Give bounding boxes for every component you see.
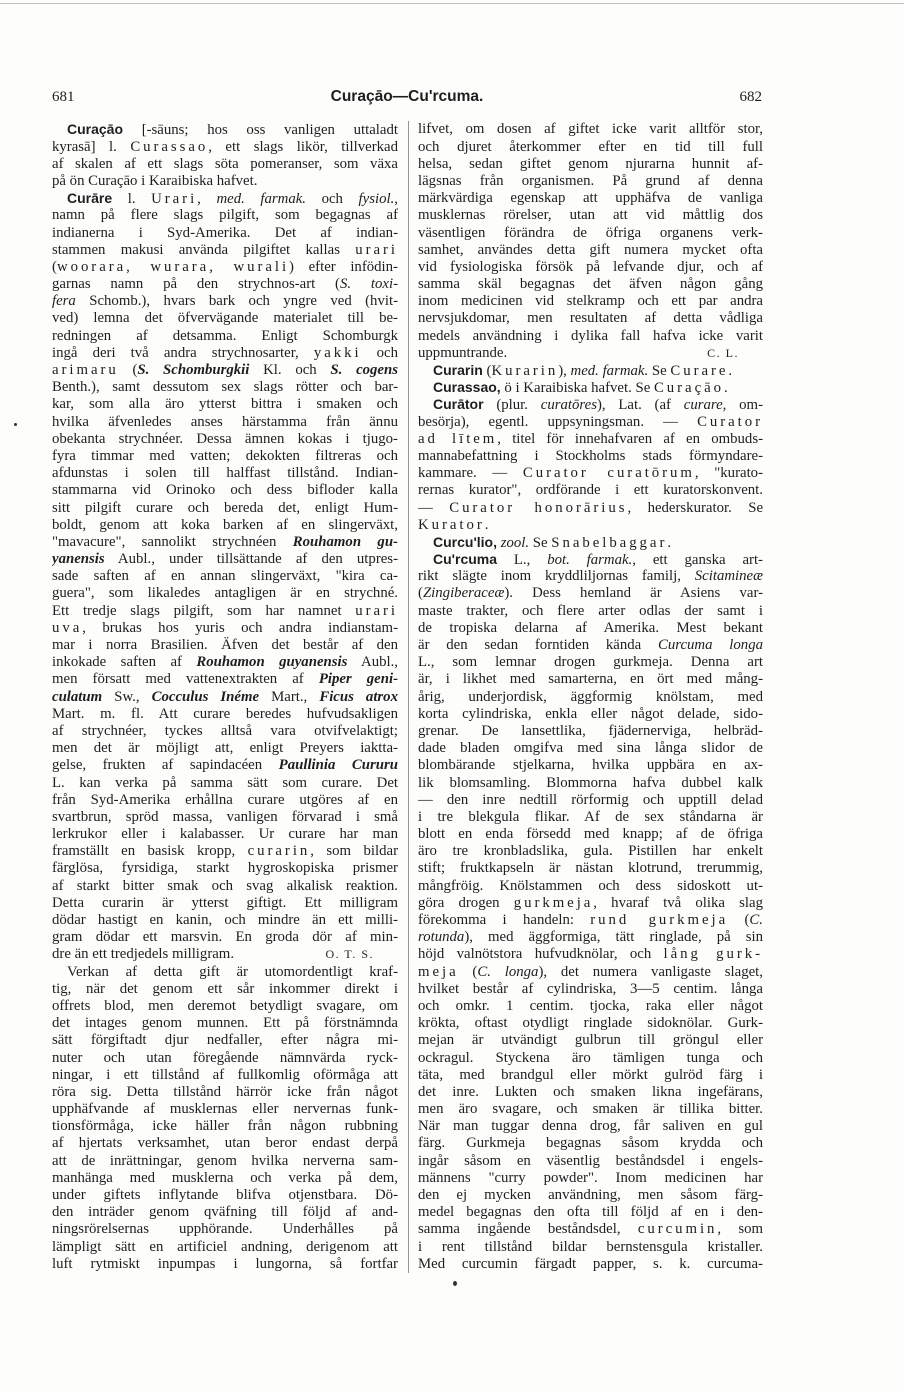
spaced-term: Curator honorārius	[449, 499, 628, 516]
scan-speck	[14, 423, 17, 426]
text-line: lägsnas från organismen. På grund af denna	[418, 172, 763, 189]
species-name: Piper geni-	[318, 671, 398, 688]
spaced-term: urari	[355, 602, 398, 619]
text-line: (woorara, wurara, wurali) efter infödin-	[52, 258, 398, 275]
italic-term: S. toxi-	[339, 276, 398, 293]
text-line: Curarin (Kurarin), med. farmak. Se Curare.	[433, 362, 733, 380]
text-line: dödar hastigt en kanin, och mindre än ett milli-	[52, 912, 398, 929]
text-line: stift; fruktkapseln är nästan klotrund, trerummig,	[418, 860, 763, 877]
column-rule	[408, 121, 409, 1273]
text-line: nuter och utan föregående nämnvärda ryck-	[52, 1049, 398, 1066]
text-line: hvilket består af cylindriska, 3—5 centim. långa	[418, 980, 763, 997]
text-line: afdunstas i solen till halffast tillstånd. Indian-	[52, 465, 398, 482]
text-line: (Zingiberaceæ). Dess hemland är Asiens var-	[418, 585, 763, 602]
italic-term: med. farmak.	[570, 363, 649, 380]
text-line: rikt slägte inom kryddliljornas familj, Scitamineæ	[418, 568, 763, 585]
spaced-term: Curassao	[130, 138, 209, 155]
text-line: täta, med brandgul eller mörkt gulröd färg i	[418, 1066, 763, 1083]
italic-term: C.	[749, 912, 763, 929]
text-line: att de inrättningar, genom hvilka nerverna sam-	[52, 1152, 398, 1169]
text-line: garnas namn på den strychnos-art (S. toxi-	[52, 276, 398, 293]
right-column	[418, 121, 763, 1273]
text-line: "mavacure", sannolikt strychnéen Rouhamon gu-	[52, 533, 398, 550]
text-line: obekanta strychnéer. Dessa ämnen kokas i tjugo-	[52, 430, 398, 447]
text-line: mångfröig. Knölstammen och dess sidoskott ut-	[418, 877, 763, 894]
spaced-term: ad lītem	[418, 430, 498, 447]
spaced-term: lång gurk-	[663, 946, 763, 963]
text-line: ningar, i ett tillstånd af fullkomlig oförmåga att	[52, 1066, 398, 1083]
text-line: guera", som likaledes antagligen är en strychné.	[52, 585, 398, 602]
text-line: tionsförmåga, icke häller från någon rubbning	[52, 1118, 398, 1135]
text-line: yanensis Aubl., under tillsättande af den utpres-	[52, 551, 398, 568]
text-line: nervsjukdomar, men resultaten af detta vådliga	[418, 310, 763, 327]
text-line: Curaçāo [-sāuns; hos oss vanligen uttaladt	[67, 121, 398, 139]
text-line: Curcu'lio, zool. Se Snabelbaggar.	[433, 533, 672, 551]
text-line: är den sedan forntiden kända Curcuma longa	[418, 637, 763, 654]
text-line: märkvärdiga egenskap att upphäfva de vanliga	[418, 190, 763, 207]
text-line: ningsrörelsernas upphörande. Underhålles på	[52, 1221, 398, 1238]
text-line: förekomma i handeln: rund gurkmeja (C.	[418, 912, 763, 929]
text-line: lik blomsamling. Blommorna hafva dubbel kalk	[418, 774, 763, 791]
scan-mark	[453, 1281, 457, 1286]
headword: Curcu'lio,	[433, 533, 497, 550]
left-column	[52, 121, 398, 1273]
text-line: Mart. m. fl. Att curare beredes hufvudsakligen	[52, 705, 398, 722]
text-line: Cu'rcuma L., bot. farmak., ett ganska art-	[433, 551, 763, 569]
text-line: stammarna vid Orinoko och dess bifloder kalla	[52, 482, 398, 499]
text-line: höjd valnötstora hufvudknölar, och lång gurk-	[418, 946, 763, 963]
text-line: fera Schomb.), hvars bark och yngre ved (hvit-	[52, 293, 398, 310]
spaced-term: rund gurkmeja	[590, 912, 729, 929]
italic-term: Curcuma longa	[657, 637, 763, 654]
italic-term: Scitamineæ	[694, 568, 763, 585]
text-line	[52, 946, 398, 963]
spaced-term: gurkmeja	[513, 894, 594, 911]
text-line: — den inre nedtill rörformig och upptill delad	[418, 791, 763, 808]
text-line: namn på flere slags pilgift, som begagnas af	[52, 207, 398, 224]
running-title: Curaçāo—Cu'rcuma.	[330, 88, 484, 105]
spaced-term: arimaru	[52, 362, 119, 379]
italic-term: curare,	[683, 397, 727, 414]
spaced-term: Curator curatōrum	[522, 465, 695, 482]
headword: Curāre	[67, 190, 113, 207]
text-line: det inre. Lukten och smaken likna ingefärans,	[418, 1083, 763, 1100]
spaced-term: Kurator	[418, 516, 485, 533]
text-line: väsentligen förändra de öfriga organens verk-	[418, 224, 763, 241]
text-line: samma skäl begagnas det äfven någon gång	[418, 276, 763, 293]
text-line: luft rytmiskt inpumpas i lungorna, så fortfar	[52, 1255, 398, 1272]
text-line: samhet, användes detta gift numera mycket ofta	[418, 241, 763, 258]
species-name: Paullinia Cururu	[278, 757, 398, 774]
text-line: samma ingående beståndsdel, curcumin, som	[418, 1221, 763, 1238]
spaced-term: urari	[355, 241, 398, 258]
text-line: gelse, frukten af sapindacéen Paullinia Cururu	[52, 757, 398, 774]
text-line: sade saften af en annan slingerväxt, "kira ca-	[52, 568, 398, 585]
text-line: från Syd-Amerika erhållna curare utgöres af en	[52, 791, 398, 808]
text-line: äro tre kronbladslika, gula. Pistillen har enkelt	[418, 843, 763, 860]
text-line: uva, brukas hos yuris och andra indianstam-	[52, 619, 398, 636]
text-line: lifvet, om dosen af giftet icke varit alltför stor,	[418, 121, 763, 138]
text-line: manhänga med musklerna och verka på dem,	[52, 1169, 398, 1186]
text-line: färglösa, fyrsidiga, starkt hygroskopiska prismer	[52, 860, 398, 877]
text-line: af starkt bitter smak och svag alkalisk reaktion.	[52, 877, 398, 894]
text-line: mar i norra Brasilien. Äfven det består af den	[52, 637, 398, 654]
page-number-right: 682	[739, 89, 762, 105]
species-name: Rouhamon gu-	[292, 533, 398, 550]
text-line: på ön Curaçāo i Karaibiska hafvet.	[52, 172, 258, 189]
species-name: S. cogens	[330, 362, 398, 379]
text-line: men äro svagare, och smaken är tillika bitter.	[418, 1101, 763, 1118]
text-line: ockragul. Styckena äro tämligen tunga och	[418, 1049, 763, 1066]
text-line: offrets blod, men deremot betydligt svagare, om	[52, 997, 398, 1014]
text-line: arimaru (S. Schomburgkii Kl. och S. cogens	[52, 362, 398, 379]
text-line: under giftets inflytande blifva otjenstbara. Dö-	[52, 1187, 398, 1204]
text-line: rernas kurator", ordförande i ett kuratorskonvent.	[418, 482, 763, 499]
text-line: medels användning i dylika fall hafva icke varit	[418, 327, 763, 344]
text-line: årig, underjordisk, äggformig knölstam, med	[418, 688, 763, 705]
text-line: i rent tillstånd bildar bernstensgula kristaller.	[418, 1238, 763, 1255]
text-line: de tropiska delarna af Amerika. Mest bekant	[418, 619, 763, 636]
text-line: blombärande stjelkarna, hvilka uppbära en ax-	[418, 757, 763, 774]
text-line: men det är möjligt att, enligt Preyers iaktta-	[52, 740, 398, 757]
text-line: korta cylindriska, enkla eller något delade, sido-	[418, 705, 763, 722]
text-line: kammare. — Curator curatōrum, "kurato-	[418, 465, 763, 482]
text-line: Kurator.	[418, 516, 489, 533]
text-line: ingå deri två andra strychnosarter, yakki och	[52, 344, 398, 361]
text-line: och djuret återkommer efter en tid till full	[418, 138, 763, 155]
text-line: svartbrun, spröd massa, vanligen förvarad i små	[52, 808, 398, 825]
text-line: och omkr. 1 centim. tjocka, raka eller något	[418, 997, 763, 1014]
spaced-term: woorara, wurara, wurali	[56, 258, 290, 275]
italic-term: Zingiberaceæ	[422, 585, 505, 602]
text-line: helsa, sedan giftet genom njurarna hunnit af-	[418, 155, 763, 172]
text-line: inkokade saften af Rouhamon guyanensis Aubl.,	[52, 654, 398, 671]
spaced-term: Curaçāo	[653, 380, 724, 397]
text-line: Curāre l. Urari, med. farmak. och fysiol.,	[67, 190, 398, 208]
author-signature: O. T. S.	[325, 947, 374, 962]
text-line: den ej mycken användning, men såsom färg-	[418, 1187, 763, 1204]
text-line: ad lītem, titel för innehafvaren af en ombuds-	[418, 430, 763, 447]
text-line: boldt, genom att koka barken af en slingerväxt,	[52, 516, 398, 533]
spaced-term: Kurarin	[491, 363, 559, 380]
italic-term: bot. farmak.	[547, 552, 633, 569]
text-line: männens "curry powder". Inom medicinen har	[418, 1169, 763, 1186]
text-line: framställt en basisk kropp, curarin, som bildar	[52, 843, 398, 860]
text-line: dade bladen omgifva med sina långa slidor de	[418, 740, 763, 757]
spaced-term: curcumin	[637, 1221, 718, 1238]
text-line: Benth.), samt dessutom sex slags rötter och bar-	[52, 379, 398, 396]
text-line: af hjertats verksamhet, utan beror endast derpå	[52, 1135, 398, 1152]
text-line: lerkrukor eller i kalabasser. Ur curare har man	[52, 826, 398, 843]
text-line: stammen makusi använda pilgiftet kallas urari	[52, 241, 398, 258]
text-line: — Curator honorārius, hederskurator. Se	[418, 499, 763, 516]
species-name: Rouhamon guyanensis	[196, 654, 348, 671]
text-line: inom medicinen vid stelkramp och ett par andra	[418, 293, 763, 310]
spaced-term: uva	[52, 619, 83, 636]
spaced-term: Curator	[697, 413, 763, 430]
text-line: musklernas rörelser, utan att vid måttlig dos	[418, 207, 763, 224]
text-line: redningen af detsamma. Enligt Schomburgk	[52, 327, 398, 344]
page-header	[52, 88, 762, 106]
text-line: medel begagnas den ofta till följd af en i den-	[418, 1204, 763, 1221]
italic-term: med. farmak.	[216, 191, 306, 208]
headword: Cu'rcuma	[433, 551, 498, 568]
text-line: L. kan verka på samma sätt som curare. Det	[52, 774, 398, 791]
author-signature: C. L.	[707, 345, 739, 360]
text-line: göra drogen gurkmeja, hvaraf två olika slag	[418, 894, 763, 911]
text-line: Curassao, ö i Karaibiska hafvet. Se Curaçāo.	[433, 379, 728, 397]
spaced-term: Curare	[670, 363, 729, 380]
italic-term: fysiol.	[358, 191, 395, 208]
italic-term: fera	[52, 293, 76, 310]
text-line: kar, som alla äro ytterst bittra i smaken och	[52, 396, 398, 413]
spaced-term: curarin	[247, 843, 311, 860]
text-line: färg. Gurkmeja begagnas såsom krydda och	[418, 1135, 763, 1152]
text-line: Verkan af detta gift är utomordentligt kraf-	[67, 963, 398, 980]
text-line: fyra timmar med vatten; dekokten filtreras och	[52, 447, 398, 464]
species-name: yanensis	[52, 551, 105, 568]
text-line: mejan är utvändigt gulbrun till gröngul eller	[418, 1032, 763, 1049]
spaced-term: Urari	[151, 191, 198, 208]
text-line: L., som lemnar drogen gurkmeja. Denna art	[418, 654, 763, 671]
text-line: den inträder genom qväfning till följd af and-	[52, 1204, 398, 1221]
text-line: Med curcumin färgadt papper, s. k. curcuma-	[418, 1255, 763, 1272]
headword: Curassao,	[433, 379, 501, 396]
text-line: tig, när det genom ett sår inkommer direkt i	[52, 980, 398, 997]
text-line	[418, 345, 763, 362]
text-line: culatum Sw., Cocculus Inéme Mart., Ficus atrox	[52, 688, 398, 705]
page-number-left: 681	[52, 89, 75, 105]
headword: Curaçāo	[67, 121, 124, 138]
species-name: S. Schomburgkii	[137, 362, 250, 379]
headword: Curarin	[433, 362, 483, 379]
line-text: dre än ett tredjedels milligram.	[52, 946, 235, 963]
italic-term: C. longa	[477, 963, 539, 980]
text-line: röra sig. Detta tillstånd härrör icke från något	[52, 1083, 398, 1100]
text-line: är, i likhet med samarterna, en ört med mång-	[418, 671, 763, 688]
text-line: ingår såsom en väsentlig beståndsdel i engels-	[418, 1152, 763, 1169]
italic-term: zool.	[500, 534, 530, 551]
headword: Curātor	[433, 396, 484, 413]
text-line: af skalen af ett slags söta pomeranser, som växa	[52, 155, 398, 172]
text-line: i tre blekgula flikar. Af de sex ståndarna är	[418, 808, 763, 825]
italic-term: rotunda	[418, 929, 465, 946]
text-line: ved) lemna det öfvervägande materialet till be-	[52, 310, 398, 327]
species-name: Cocculus Inéme	[151, 688, 260, 705]
text-line: grenar. De lansettlika, fjädernerviga, helbräd-	[418, 722, 763, 739]
text-line: lämpligt sätt en artificiel andning, derigenom att	[52, 1238, 398, 1255]
text-line: maste trakter, och flere arter odlas der samt i	[418, 602, 763, 619]
text-line: krökta, oftast otydligt ringlade sidoknölar. Gurk-	[418, 1015, 763, 1032]
text-line: vid fysiologiska försök på lefvande djur, och af	[418, 258, 763, 275]
italic-term: curatōres	[540, 397, 597, 414]
text-line: När man tuggar denna drog, får saliven en gul	[418, 1118, 763, 1135]
text-line: sätt förgiftadt djur nedfaller, efter några mi-	[52, 1032, 398, 1049]
spaced-term: meja	[418, 963, 459, 980]
text-line: blott en enda försedd med knapp; af de öfriga	[418, 826, 763, 843]
text-line: hvilka äfvenledes anses härstamma från ännu	[52, 413, 398, 430]
text-line: upphäfvande af musklernas eller nervernas funk-	[52, 1101, 398, 1118]
text-line: sitt pilgift curare och bereda det, enligt Hum-	[52, 499, 398, 516]
text-line: rotunda), med äggformiga, tätt ringlade, på sin	[418, 929, 763, 946]
scan-edge-line	[0, 3, 904, 4]
text-line: men försatt med vattenextrakten af Piper geni-	[52, 671, 398, 688]
text-line: Detta curarin är ytterst giftigt. Ett milligram	[52, 894, 398, 911]
text-line: gram dödar ett marsvin. En groda dör af min-	[52, 929, 398, 946]
text-line: meja (C. longa), det numera vanligaste slaget,	[418, 963, 763, 980]
species-name: Ficus atrox	[319, 688, 398, 705]
species-name: culatum	[52, 688, 103, 705]
text-line: Ett tredje slags pilgift, som har namnet urari	[52, 602, 398, 619]
spaced-term: yakki	[313, 344, 362, 361]
text-line: Curātor (plur. curatōres), Lat. (af curare, om-	[433, 396, 763, 414]
text-line: mannabefattning i Stockholms stads förmyndare-	[418, 447, 763, 464]
text-line: det intages genom munnen. Ett på förstnämnda	[52, 1015, 398, 1032]
text-line: af strychnéer, tyckes alltså vara otvifvelaktigt;	[52, 722, 398, 739]
line-text: uppmuntrande.	[418, 344, 508, 361]
text-line: kyrasā] l. Curassao, ett slags likör, tillverkad	[52, 138, 398, 155]
text-line: besörja), egentl. uppsyningsman. — Curator	[418, 413, 763, 430]
text-line: indianerna i Syd-Amerika. Det af indian-	[52, 224, 398, 241]
spaced-term: Snabelbaggar	[551, 534, 668, 551]
